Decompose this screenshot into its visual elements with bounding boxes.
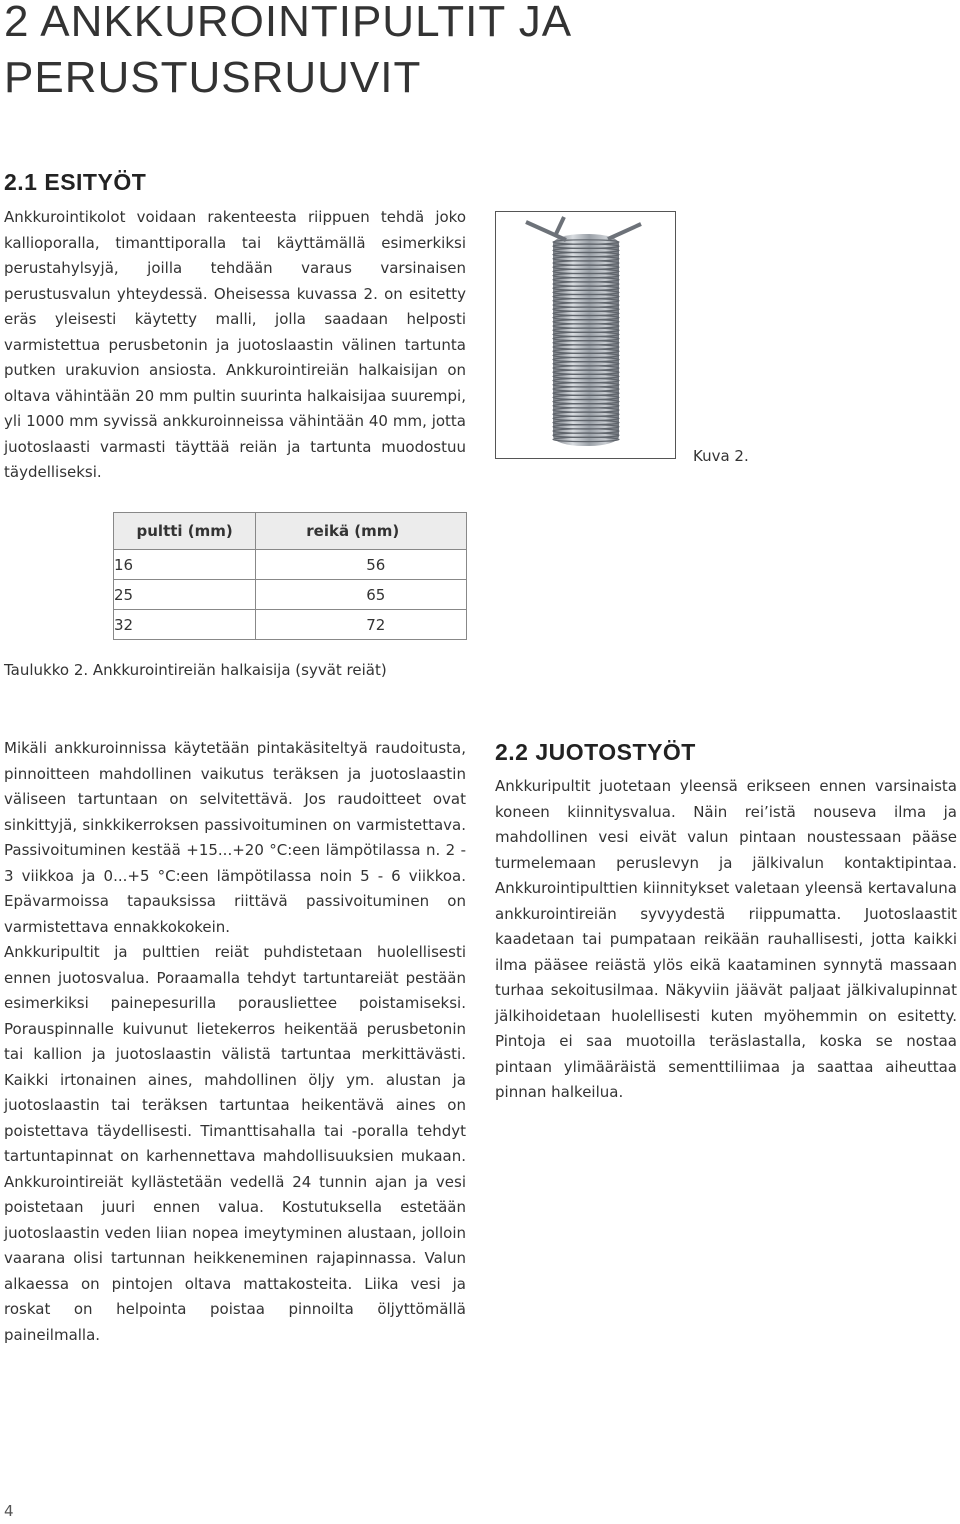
figure-frame xyxy=(495,211,676,459)
table-header-row xyxy=(114,513,467,550)
table-cell: 65 xyxy=(256,580,467,610)
table-cell: 32 xyxy=(114,610,256,640)
table-header-cell: pultti (mm) xyxy=(114,513,256,550)
section2-text xyxy=(495,774,957,1106)
spiral-tube-image xyxy=(496,212,675,458)
table-cell: 25 xyxy=(114,580,256,610)
table-row xyxy=(114,610,467,640)
section1-text xyxy=(4,205,466,486)
left-paragraph-2: Ankkuripultit ja pulttien reiät puhdistetaan huolellisesti ennen juotosvalua. Poraamalla tehdyt tartuntareiät pestään esimerkiksi painepesurilla porausliettee poistamiseksi. Porauspinnalle kuivunut lietekerros heikentää perusbetonin tai kallion ja juotoslaastin välistä tartuntaa merkittävästi. Kaikki irtonainen aines, mahdollinen öljy ym. alustan ja juotoslaastin tai teräksen tartuntaa heikentävä aines on poistettava täydellisesti. Timanttisahalla tai -poralla tehdyt tartuntapinnat on karhennettava mahdollisuuksien mukaan. Ankkurointireiät kyllästetään vedellä 24 tunnin ajan ja vesi poistetaan juuri ennen valua. Kostutuksella estetään juotoslaastin veden liian nopea imeytyminen alustaan, jolloin vaarana olisi tartunnan heikkeneminen rajapinnassa. Valun alkaessa on pintojen oltava mattakosteita. Liika vesi ja roskat on helpointa poistaa pinnoilta öljyttömällä paineilmalla. xyxy=(4,943,466,1344)
table-row xyxy=(114,580,467,610)
left-column-text xyxy=(4,736,466,1348)
section-title-juotostyot: 2.2 JUOTOSTYÖT xyxy=(495,739,696,765)
table-cell: 16 xyxy=(114,550,256,580)
section2-paragraph: Ankkuripultit juotetaan yleensä erikseen ennen varsinaista koneen kiinnitysvalua. Näin rei’istä nouseva ilma ja mahdollinen vesi eivät valun pintaan noustessaan pääse turmelemaan peruslevyn ja jälkivalun kontaktipintaa. Ankkurointipulttien kiinnitykset valetaan yleensä kertavaluna ankkurointireiän syvyydestä riippumatta. Juotoslaastit kaadetaan tai pumpataan reikään rauhallisesti, jotta kaikki ilma pääsee reiästä ylös eikä kaataminen synnytä massaan turhaa sekoitusilmaa. Näkyviin jäävät paljaat jälkivalupinnat jälkihoidetaan huolellisesti kuten myöhemmin on esitetty. Pintoja ei saa muotoilla teräslastalla, koska se nostaa pintaan ylimääräistä sementtiliimaa ja saattaa aiheuttaa pinnan halkeilua. xyxy=(495,777,957,1101)
section1-paragraph: Ankkurointikolot voidaan rakenteesta riippuen tehdä joko kallioporalla, timanttiporalla tai käyttämällä esimerkiksi perustahylsyjä, joilla tehdään varaus varsinaisen perustusvalun yhteydessä. Oheisessa kuvassa 2. on esitetty eräs yleisesti käytetty malli, jolla saadaan helposti varmistettua perusbetonin ja juotoslaastin välinen tartunta putken urakuvion ansiosta. Ankkurointireiän halkaisijan on oltava vähintään 20 mm pultin suurinta halkaisijaa suurempi, yli 1000 mm syvissä ankkuroinneissa vähintään 40 mm, jotta juotoslaasti varmasti täyttää reiän ja tartunta muodostuu täydelliseksi. xyxy=(4,208,466,481)
table-caption: Taulukko 2. Ankkurointireiän halkaisija (syvät reiät) xyxy=(4,661,387,679)
bolt-hole-table xyxy=(113,512,467,640)
table-header-cell: reikä (mm) xyxy=(256,513,467,550)
left-paragraph-1: Mikäli ankkuroinnissa käytetään pintakäsiteltyä raudoitusta, pinnoitteen mahdollinen vaikutus teräksen ja juotoslaastin väliseen tartuntaan on selvitettävä. Jos raudoitteet ovat sinkittyjä, sinkkikerroksen passivoituminen on varmistettava. Passivoituminen kestää +15...+20 °C:een lämpötilassa n. 2 - 3 viikkoa ja 0...+5 °C:een lämpötilassa noin 5 - 6 viikkoa. Epävarmoissa tapauksissa riittävä passivoituminen on varmistettava ennakkokokein. xyxy=(4,739,466,936)
table-cell: 72 xyxy=(256,610,467,640)
chapter-title: 2 ANKKUROINTIPULTIT JA PERUSTUSRUUVIT xyxy=(4,0,570,102)
table-row xyxy=(114,550,467,580)
section-title-esityot: 2.1 ESITYÖT xyxy=(4,169,147,195)
table-cell: 56 xyxy=(256,550,467,580)
page-number: 4 xyxy=(4,1502,14,1520)
figure-caption: Kuva 2. xyxy=(693,447,749,465)
